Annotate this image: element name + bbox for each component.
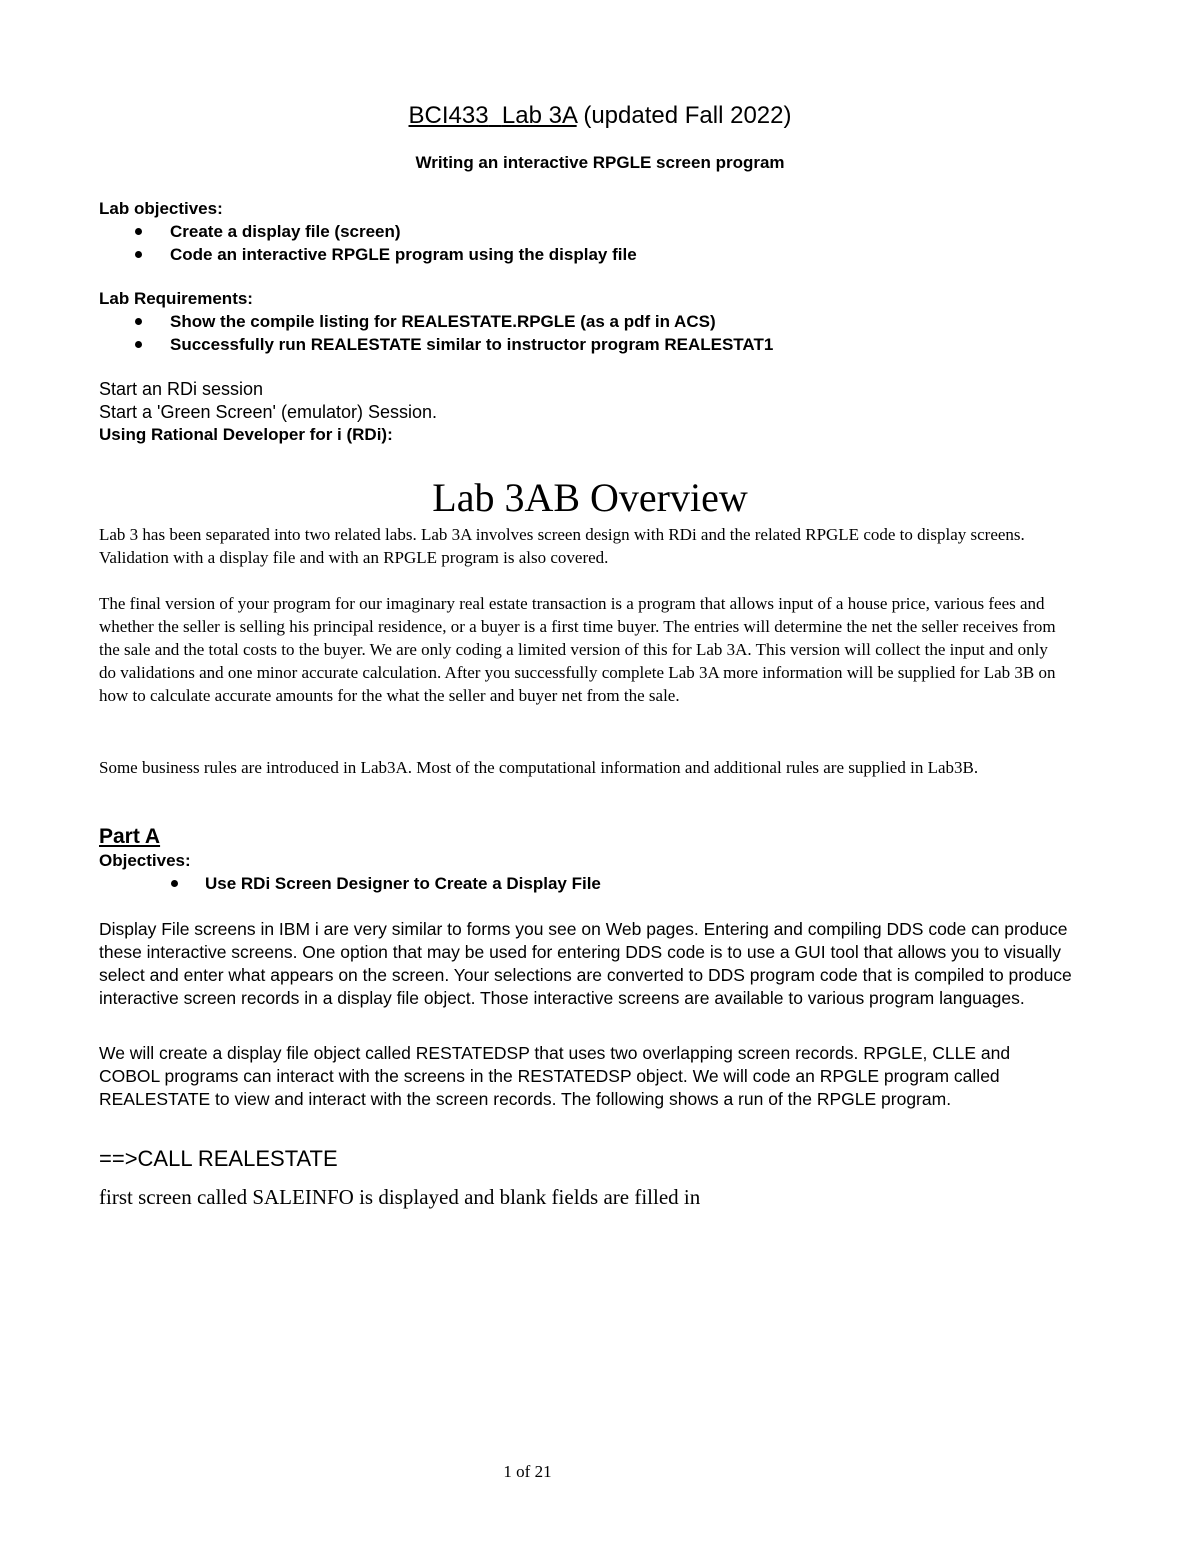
document-subtitle: Writing an interactive RPGLE screen program <box>415 153 785 172</box>
start-rdi-line: Start an RDi session <box>99 379 264 399</box>
overview-paragraph-3: Some business rules are introduced in Lab3A. Most of the computational information and additional rules are supplied in Lab3B. <box>99 758 979 777</box>
using-rdi-heading: Using Rational Developer for i (RDi): <box>99 425 393 444</box>
call-command: ==>CALL REALESTATE <box>99 1146 338 1171</box>
bullet-icon <box>135 251 142 258</box>
bullet-icon <box>135 318 142 325</box>
lab-requirements-section <box>99 288 999 356</box>
part-a-paragraph-2: We will create a display file object called RESTATEDSP that uses two overlapping screen records. RPGLE, CLLE and COBOL programs can interact with the screens in the RESTATEDSP object. We will code an RPGLE program called REALESTATE to view and interact with the screen records. The following shows a run of the RPGLE program. <box>99 1043 1011 1109</box>
lab-requirements-heading: Lab Requirements: <box>99 289 253 308</box>
part-a-objectives-list <box>99 872 999 895</box>
lab-name: Lab 3A <box>501 102 577 129</box>
list-item: Create a display file (screen) <box>99 220 999 243</box>
lab-requirements-list <box>99 310 999 356</box>
overview-title: Lab 3AB Overview <box>432 475 748 520</box>
part-a-objectives <box>99 850 999 895</box>
part-a-paragraph-1: Display File screens in IBM i are very similar to forms you see on Web pages. Entering and compiling DDS code can produce these interactive screens. One option that may be used for entering DDS code is to use a GUI tool that allows you to visually select and enter what appears on the screen. Your selections are converted to DDS program code that is compiled to produce interactive screen records in a display file object. Those interactive screens are available to various program languages. <box>99 919 1072 1008</box>
page-number: 1 of 21 <box>503 1462 552 1481</box>
bullet-icon <box>135 341 142 348</box>
part-a-objectives-heading: Objectives: <box>99 851 191 870</box>
lab-objectives-heading: Lab objectives: <box>99 199 223 218</box>
list-item: Code an interactive RPGLE program using the display file <box>99 243 999 266</box>
first-screen-text: first screen called SALEINFO is displayed and blank fields are filled in <box>99 1185 701 1209</box>
list-item: Use RDi Screen Designer to Create a Display File <box>99 872 999 895</box>
document-title <box>0 101 1200 131</box>
list-item: Show the compile listing for REALESTATE.RPGLE (as a pdf in ACS) <box>99 310 999 333</box>
bullet-icon <box>135 228 142 235</box>
overview-paragraph-1: Lab 3 has been separated into two related labs. Lab 3A involves screen design with RDi and the related RPGLE code to display screens. Validation with a display file and with an RPGLE program is also covered. <box>99 525 1025 567</box>
overview-paragraph-2: The final version of your program for our imaginary real estate transaction is a program that allows input of a house price, various fees and whether the seller is selling his principal residence, or a buyer is a first time buyer. The entries will determine the net the seller receives from the sale and the total costs to the buyer. We are only coding a limited version of this for Lab 3A. This version will collect the input and only do validations and one minor accurate calculation. After you successfully complete Lab 3A more information will be supplied for Lab 3B on how to calculate accurate amounts for the what the seller and buyer net from the sale. <box>99 594 1056 705</box>
bullet-icon <box>171 880 178 887</box>
lab-objectives-list <box>99 220 999 266</box>
updated-note: (updated Fall 2022) <box>583 102 792 129</box>
part-a-heading: Part A <box>99 825 161 848</box>
lab-objectives-section <box>99 198 999 266</box>
course-code: BCI433 <box>408 102 489 129</box>
list-item: Successfully run REALESTATE similar to instructor program REALESTAT1 <box>99 333 999 356</box>
start-green-screen-line: Start a 'Green Screen' (emulator) Session. <box>99 402 438 422</box>
start-instructions <box>99 378 999 446</box>
